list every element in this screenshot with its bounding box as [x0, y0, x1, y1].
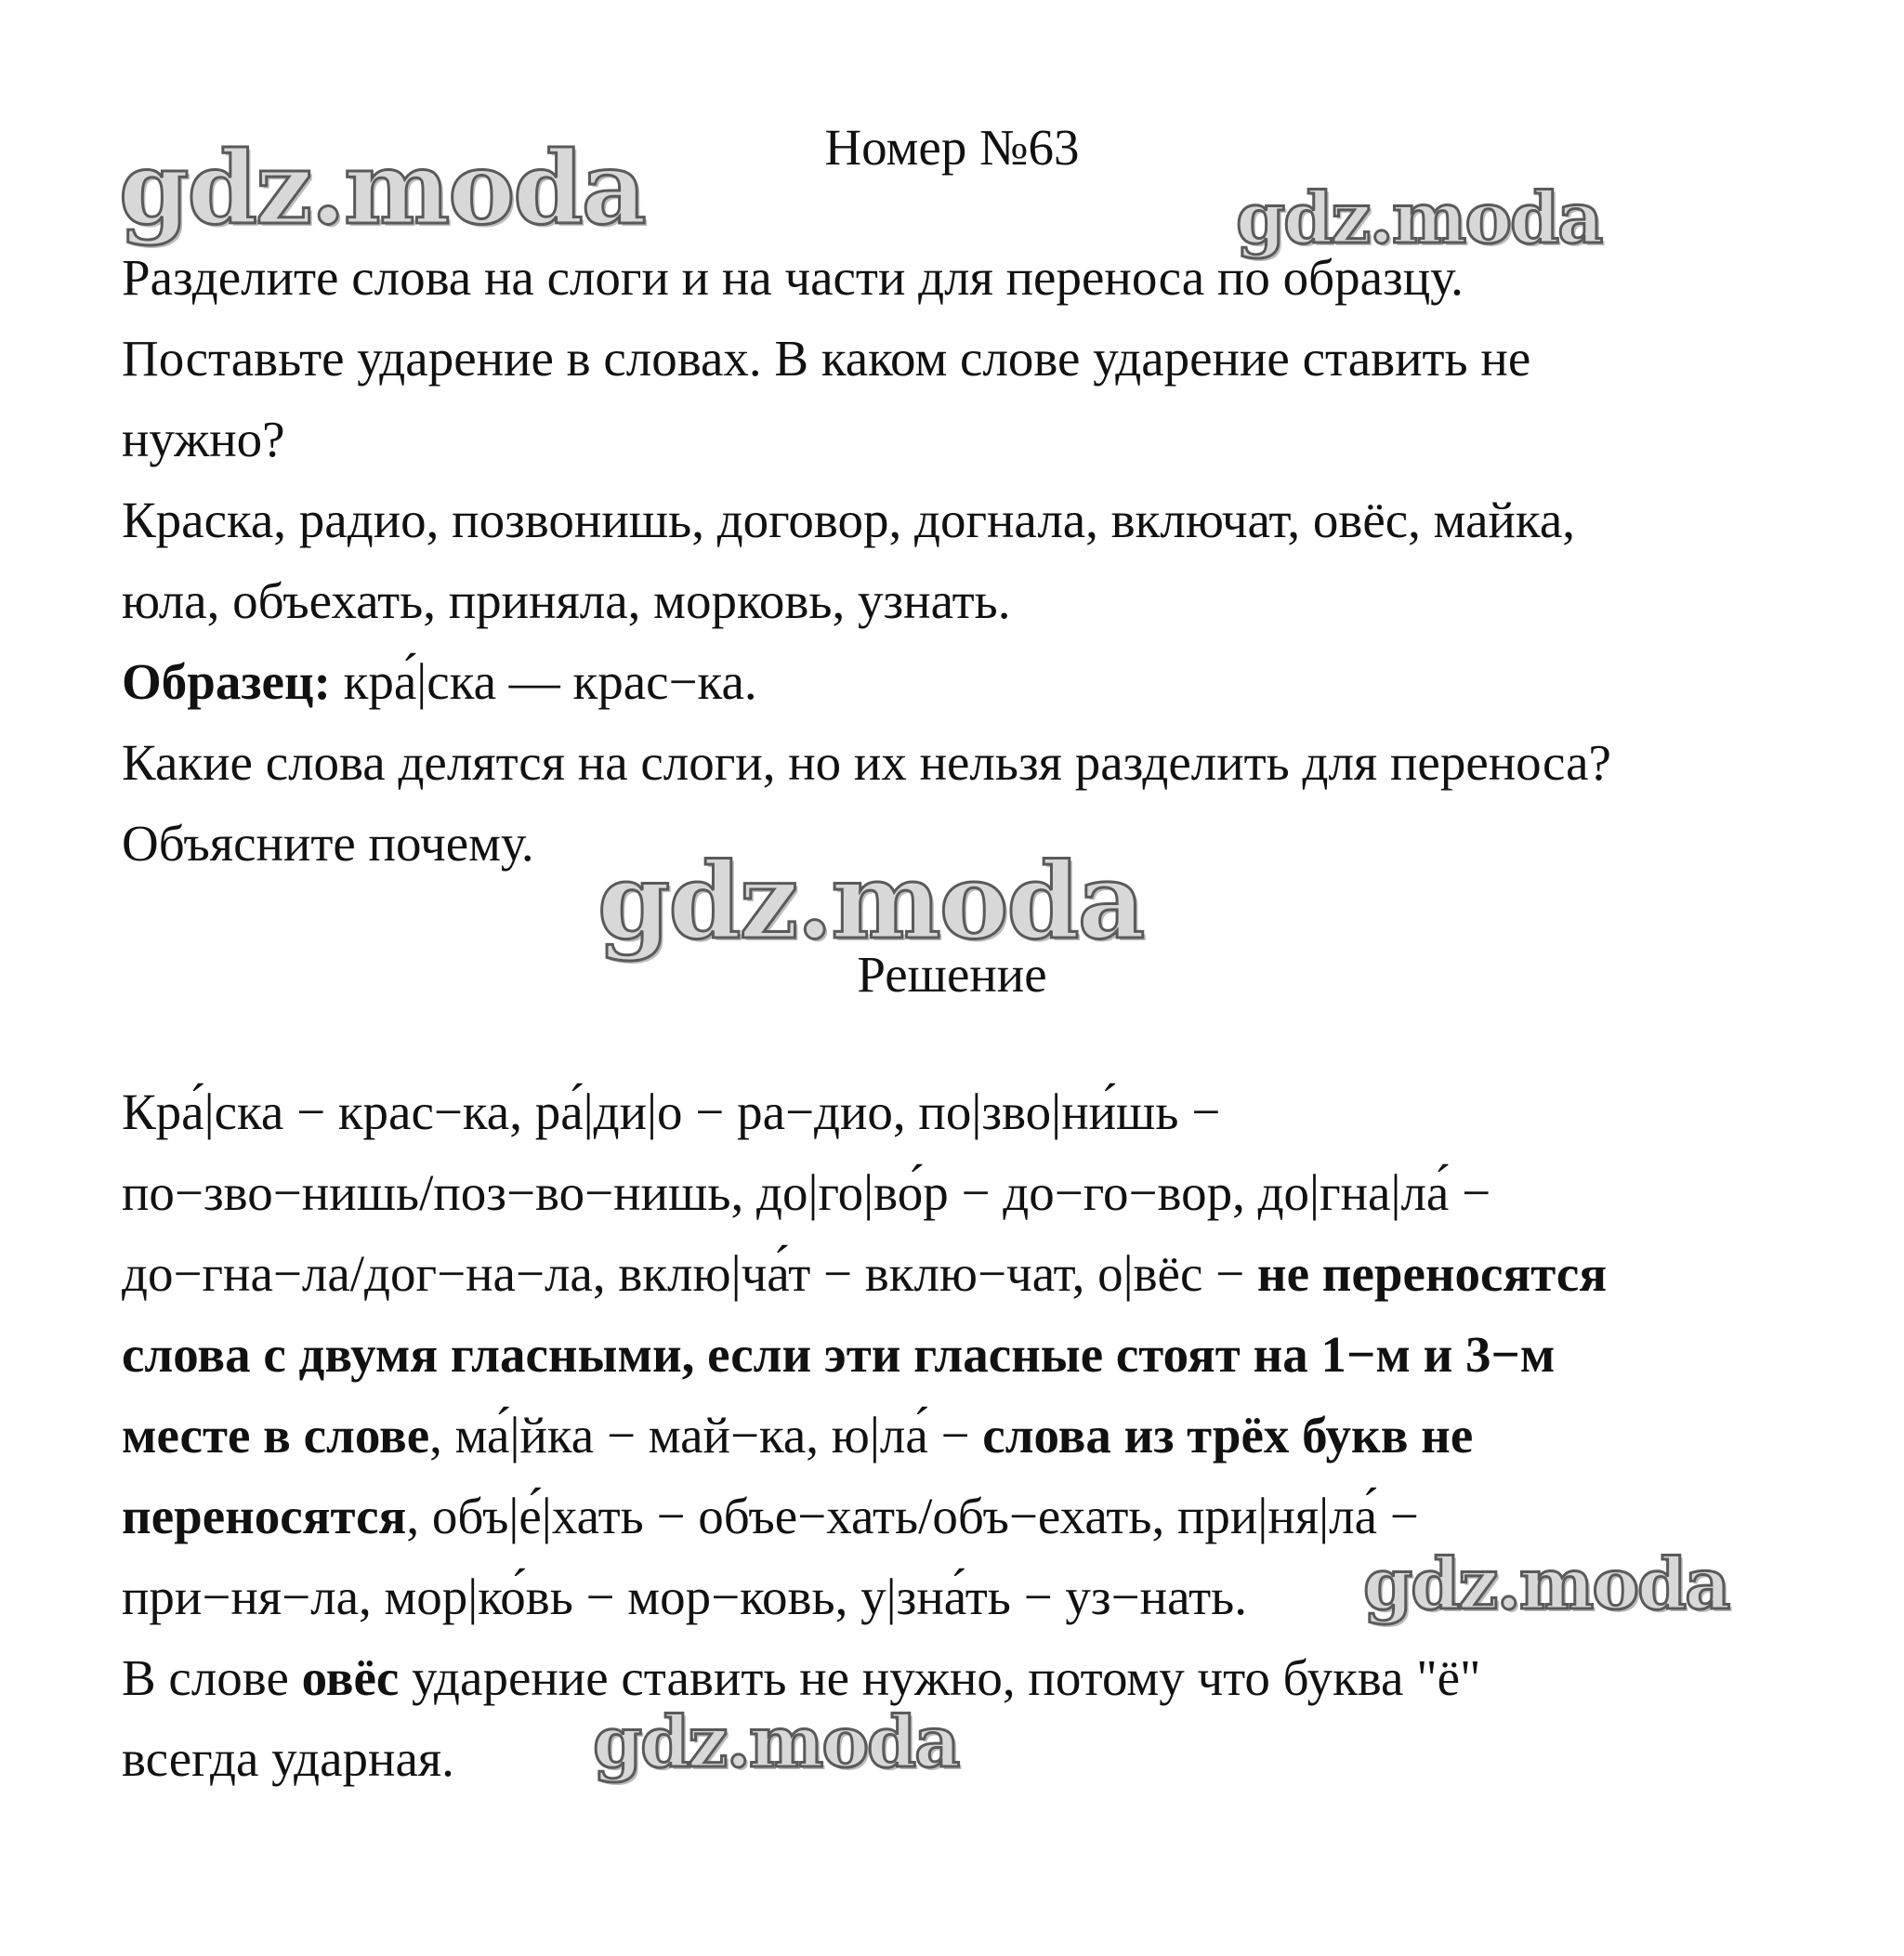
- watermark-logo: gdz.moda: [1363, 1542, 1729, 1625]
- page-title: Номер №63: [824, 119, 1080, 176]
- solution-line: при−ня−ла, мор|ко́вь − мор−ковь, у|зна́ть − уз−нать.: [122, 1569, 1247, 1625]
- watermark-logo: gdz.moda: [1236, 177, 1602, 259]
- example-label: Образец:: [122, 653, 331, 710]
- solution-text: до−гна−ла/дог−на−ла, вклю|ча́т − вклю−чат, о|вёс −: [122, 1245, 1257, 1302]
- task-line: Разделите слова на слоги и на части для переноса по образцу.: [122, 249, 1464, 306]
- watermark-logo: gdz.moda: [119, 130, 645, 247]
- solution-line: по−зво−нишь/поз−во−нишь, до|го|во́р − до−го−вор, до|гна|ла́ −: [122, 1164, 1491, 1221]
- task-line: Поставьте ударение в словах. В каком слове ударение ставить не: [122, 330, 1531, 387]
- solution-text: В слове: [122, 1649, 302, 1706]
- task-line: Какие слова делятся на слоги, но их нельзя разделить для переноса?: [122, 734, 1611, 791]
- solution-text: ударение ставить не нужно, потому что буква "ё": [399, 1649, 1481, 1706]
- solution-rule: месте в слове: [122, 1407, 430, 1464]
- solution-line: Кра́|ска − крас−ка, ра́|ди|о − ра−дио, по|зво|ни́шь −: [122, 1083, 1221, 1140]
- solution-text: , ма́|йка − май−ка, ю|ла́ −: [429, 1407, 983, 1464]
- solution-text: , объ|е́|хать − объе−хать/объ−ехать, при|ня|ла́ −: [406, 1488, 1419, 1544]
- solution-line: [122, 1648, 1794, 1708]
- task-word-list: Краска, радио, позвонишь, договор, догнала, включат, овёс, майка,: [122, 492, 1575, 548]
- solution-line: [122, 1244, 1794, 1304]
- watermark-logo: gdz.moda: [597, 841, 1144, 963]
- solution-line: [122, 1406, 1794, 1465]
- task-word-list: юла, объехать, приняла, морковь, узнать.: [122, 572, 1011, 629]
- example-text: кра́|ска — крас−ка.: [330, 653, 757, 710]
- solution-rule: переносятся: [122, 1488, 407, 1544]
- solution-line: [122, 1325, 1794, 1385]
- solution-keyword: овёс: [301, 1649, 400, 1706]
- task-line: нужно?: [122, 411, 285, 467]
- solution-line: всегда ударная.: [122, 1730, 454, 1787]
- task-line: Объясните почему.: [122, 815, 534, 872]
- solution-rule: не переносятся: [1256, 1245, 1608, 1302]
- solution-rule: слова с двумя гласными, если эти гласные стоят на 1−м и 3−м: [122, 1326, 1556, 1383]
- solution-rule: слова из трёх букв не: [982, 1407, 1474, 1464]
- solution-heading: Решение: [857, 946, 1047, 1003]
- solution-line: [122, 1487, 1794, 1546]
- watermark-logo: gdz.moda: [593, 1700, 959, 1783]
- task-example: [122, 652, 1794, 712]
